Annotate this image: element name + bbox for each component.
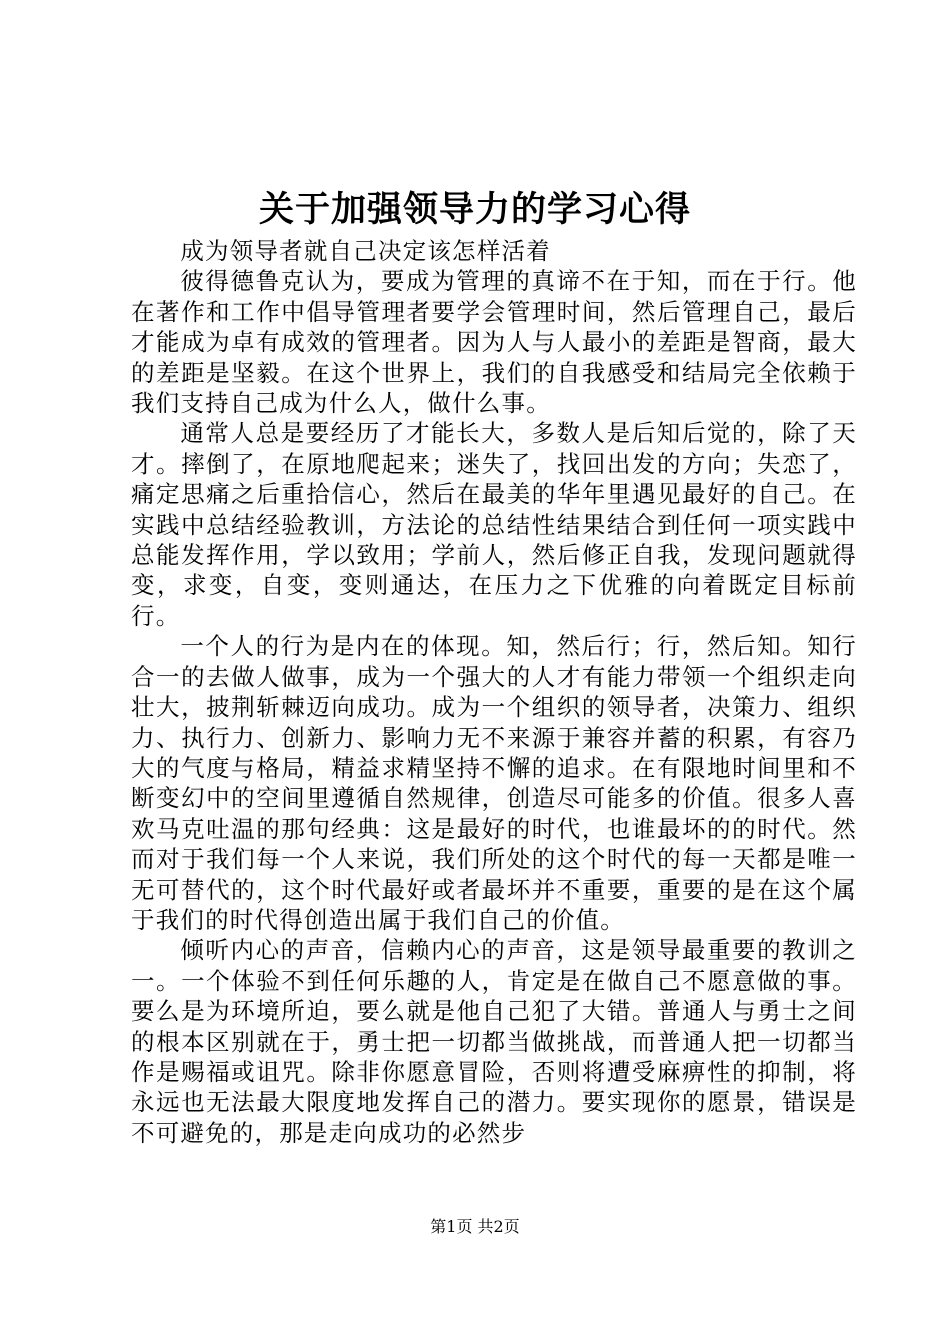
paragraph: 倾听内心的声音，信赖内心的声音，这是领导最重要的教训之一。一个体验不到任何乐趣的人，肯定是在做自己不愿意做的事。要么是为环境所迫，要么就是他自己犯了大错。普通人与勇士之间的根本区别就在于，勇士把一切都当做挑战，而普通人把一切都当作是赐福或诅咒。除非你愿意冒险，否则将遭受麻痹性的抑制，将永远也无法最大限度地发挥自己的潜力。要实现你的愿景，错误是不可避免的，那是走向成功的必然步 xyxy=(131,936,857,1147)
paragraph: 通常人总是要经历了才能长大，多数人是后知后觉的，除了天才。摔倒了，在原地爬起来；迷失了，找回出发的方向；失恋了，痛定思痛之后重拾信心，然后在最美的华年里遇见最好的自己。在实践中总结经验教训，方法论的总结性结果结合到任何一项实践中总能发挥作用，学以致用；学前人，然后修正自我，发现问题就得变，求变，自变，变则通达，在压力之下优雅的向着既定目标前行。 xyxy=(131,419,857,630)
paragraph: 彼得德鲁克认为，要成为管理的真谛不在于知，而在于行。他在著作和工作中倡导管理者要学会管理时间，然后管理自己，最后才能成为卓有成效的管理者。因为人与人最小的差距是智商，最大的差距是坚毅。在这个世界上，我们的自我感受和结局完全依赖于我们支持自己成为什么人，做什么事。 xyxy=(131,267,857,418)
paragraph: 一个人的行为是内在的体现。知，然后行；行，然后知。知行合一的去做人做事，成为一个强大的人才有能力带领一个组织走向壮大，披荆斩棘迈向成功。成为一个组织的领导者，决策力、组织力、执行力、创新力、影响力无不来源于兼容并蓄的积累，有容乃大的气度与格局，精益求精坚持不懈的追求。在有限地时间里和不断变幻中的空间里遵循自然规律，创造尽可能多的价值。很多人喜欢马克吐温的那句经典：这是最好的时代，也谁最坏的的时代。然而对于我们每一个人来说，我们所处的这个时代的每一天都是唯一无可替代的，这个时代最好或者最坏并不重要，重要的是在这个属于我们的时代得创造出属于我们自己的价值。 xyxy=(131,632,857,934)
document-body xyxy=(131,236,857,1148)
document-title: 关于加强领导力的学习心得 xyxy=(258,190,691,230)
page-number-footer: 第1页 共2页 xyxy=(430,1217,520,1236)
paragraph-subtitle: 成为领导者就自己决定该怎样活着 xyxy=(180,237,551,265)
